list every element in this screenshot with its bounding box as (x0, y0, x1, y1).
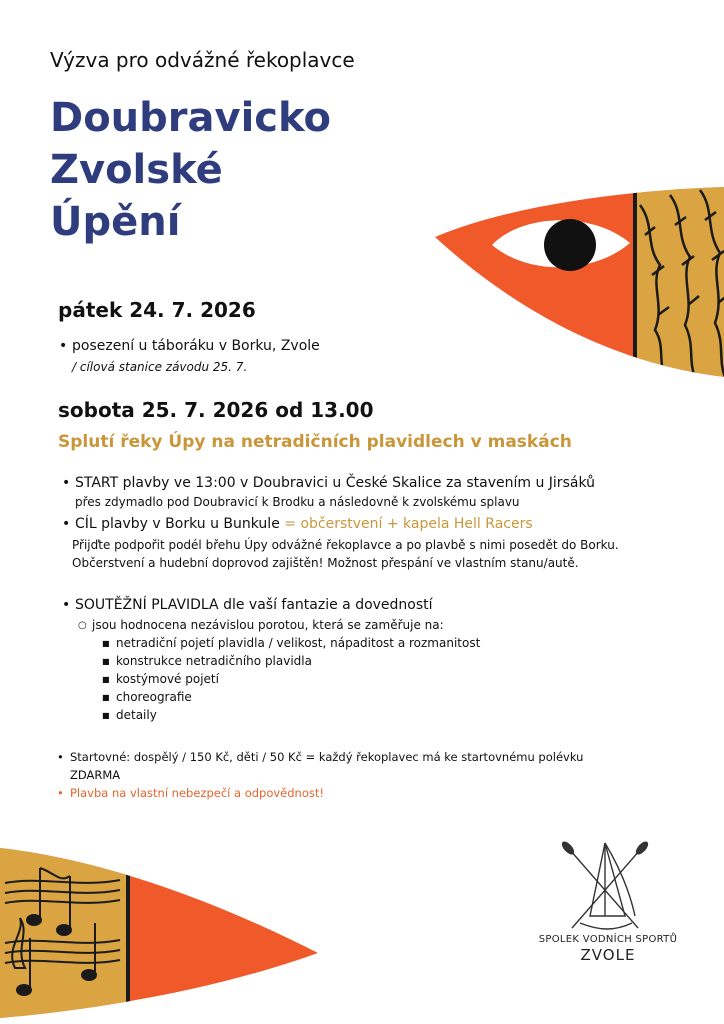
finish-main: CÍL plavby v Borku u Bunkule (75, 516, 280, 532)
contest-intro: ○ jsou hodnocena nezávislou porotou, která se zaměřuje na: (92, 617, 444, 634)
friday-heading: pátek 24. 7. 2026 (58, 298, 256, 322)
friday-item: • posezení u táboráku v Borku, Zvole (72, 337, 320, 355)
start-detail: přes zdymadlo pod Doubravicí k Brodku a následovně k zvolskému splavu (75, 495, 520, 509)
friday-note: / cílová stanice závodu 25. 7. (72, 360, 248, 374)
title-line-2: Zvolské (50, 147, 223, 193)
boat-eye-illustration (430, 165, 724, 385)
eye-icon (544, 219, 596, 271)
invite-line-2: Občerstvení a hudební doprovod zajištěn! Možnost přespání ve vlastním stanu/autě. (72, 556, 579, 570)
invite-line-1: Přijďte podpořit podél břehu Úpy odvážné řekoplavce a po plavbě s nimi posedět do Borku. (72, 538, 619, 552)
criteria-item-5: ■ detaily (116, 707, 157, 724)
fees-line-2: ZDARMA (70, 768, 121, 782)
boat-music-illustration (0, 848, 320, 1018)
fees-line-1: • Startovné: dospělý / 150 Kč, děti / 50 Kč = každý řekoplavec má ke startovnému polévku (70, 748, 583, 766)
paddles-sail-logo-icon (560, 838, 650, 933)
contest-heading: • SOUTĚŽNÍ PLAVIDLA dle vaší fantazie a dovedností (75, 596, 433, 614)
subtitle: Výzva pro odvážné řekoplavce (50, 48, 355, 72)
finish-item (75, 515, 533, 533)
warning-item: • Plavba na vlastní nebezpečí a odpovědnost! (70, 784, 324, 802)
criteria-item-4: ■ choreografie (116, 689, 192, 706)
title-line-3: Úpění (50, 199, 181, 245)
finish-extra: = občerstvení + kapela Hell Racers (284, 516, 533, 532)
title-line-1: Doubravicko (50, 95, 332, 141)
criteria-item-3: ■ kostýmové pojetí (116, 671, 219, 688)
logo-line-1: SPOLEK VODNÍCH SPORTŮ (538, 934, 678, 945)
page-title (50, 92, 331, 248)
saturday-heading: sobota 25. 7. 2026 od 13.00 (58, 398, 374, 422)
saturday-subheading: Splutí řeky Úpy na netradičních plavidlech v maskách (58, 432, 572, 452)
criteria-item-1: ■ netradiční pojetí plavidla / velikost, nápaditost a rozmanitost (116, 635, 480, 652)
start-item: • START plavby ve 13:00 v Doubravici u České Skalice za stavením u Jirsáků (75, 474, 595, 492)
logo-line-2: ZVOLE (580, 946, 636, 964)
criteria-item-2: ■ konstrukce netradičního plavidla (116, 653, 312, 670)
